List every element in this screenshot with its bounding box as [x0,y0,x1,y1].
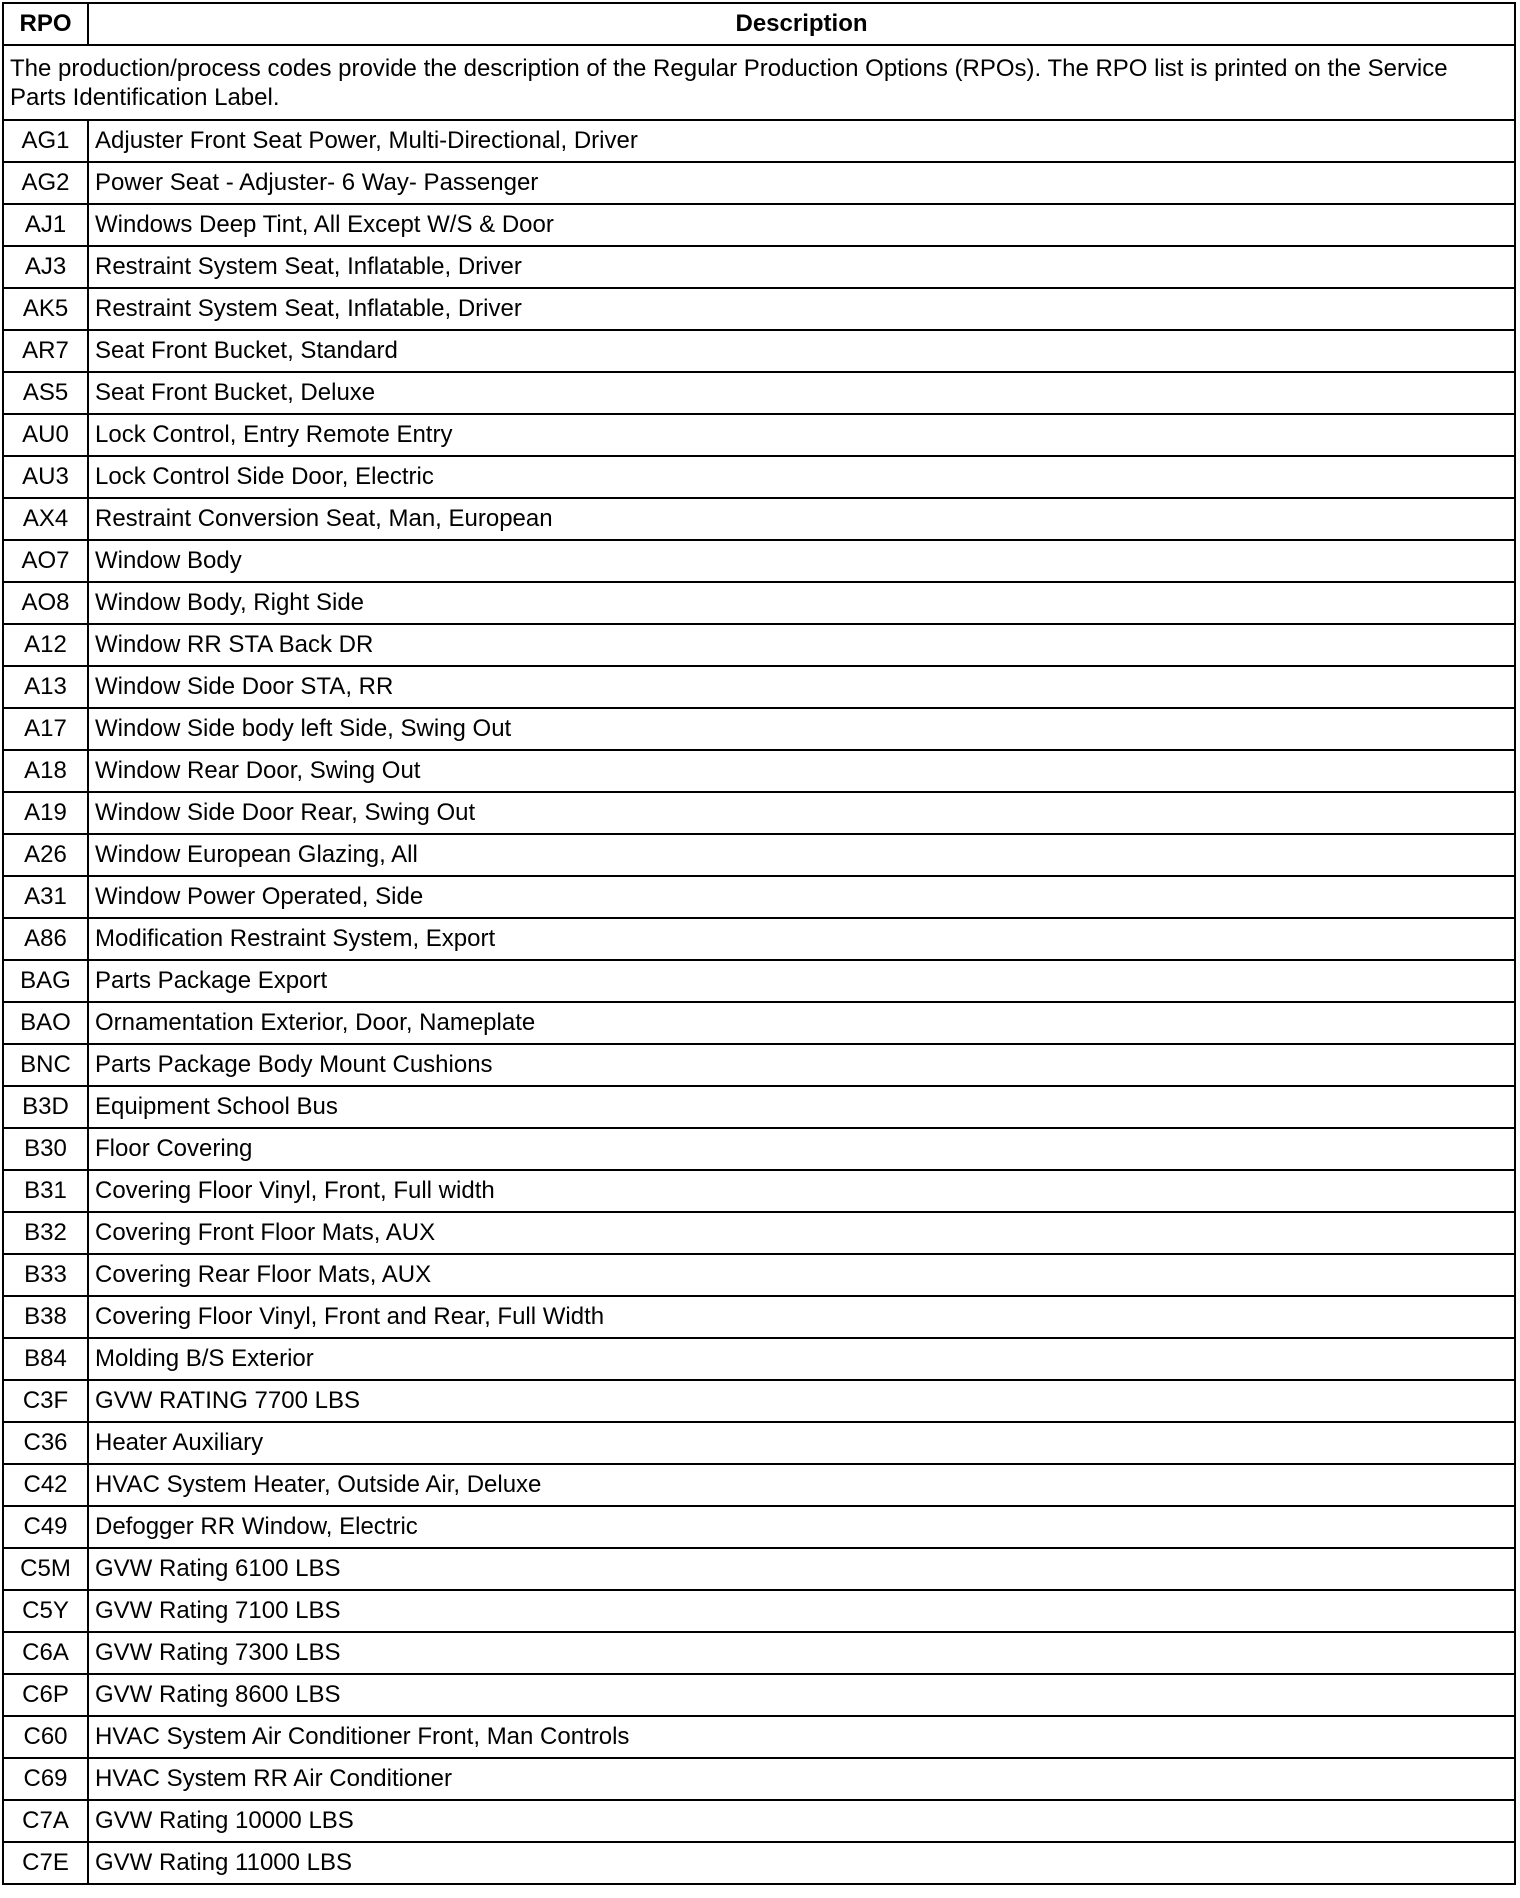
table-row [3,1800,1515,1842]
rpo-code: AS5 [3,372,88,414]
rpo-description: Window Rear Door, Swing Out [88,750,1515,792]
table-row [3,1548,1515,1590]
rpo-description: Lock Control Side Door, Electric [88,456,1515,498]
rpo-code: A13 [3,666,88,708]
table-row [3,960,1515,1002]
rpo-code: C7E [3,1842,88,1884]
table-row [3,1590,1515,1632]
rpo-column-header: RPO [3,3,88,45]
rpo-description: Parts Package Body Mount Cushions [88,1044,1515,1086]
rpo-description: Window Side Door Rear, Swing Out [88,792,1515,834]
rpo-code: B31 [3,1170,88,1212]
rpo-code: BAO [3,1002,88,1044]
table-row [3,1632,1515,1674]
table-row [3,1086,1515,1128]
table-row [3,582,1515,624]
rpo-description: Modification Restraint System, Export [88,918,1515,960]
rpo-code: C36 [3,1422,88,1464]
table-row [3,792,1515,834]
rpo-code: C6P [3,1674,88,1716]
rpo-description: Restraint Conversion Seat, Man, European [88,498,1515,540]
rpo-code: AJ1 [3,204,88,246]
rpo-description: GVW Rating 6100 LBS [88,1548,1515,1590]
table-row [3,330,1515,372]
table-row [3,204,1515,246]
rpo-code: A18 [3,750,88,792]
rpo-code: AX4 [3,498,88,540]
table-row [3,624,1515,666]
rpo-description: Lock Control, Entry Remote Entry [88,414,1515,456]
rpo-code: C5M [3,1548,88,1590]
rpo-description: Window RR STA Back DR [88,624,1515,666]
rpo-code: B30 [3,1128,88,1170]
table-row [3,1128,1515,1170]
rpo-code: A17 [3,708,88,750]
rpo-description: Equipment School Bus [88,1086,1515,1128]
rpo-code: A19 [3,792,88,834]
table-row [3,750,1515,792]
table-row [3,162,1515,204]
rpo-code: C5Y [3,1590,88,1632]
table-row [3,708,1515,750]
rpo-description: Seat Front Bucket, Standard [88,330,1515,372]
table-row [3,1044,1515,1086]
table-row [3,498,1515,540]
rpo-description: Heater Auxiliary [88,1422,1515,1464]
rpo-code: B3D [3,1086,88,1128]
rpo-code: C6A [3,1632,88,1674]
rpo-code: A86 [3,918,88,960]
rpo-description: Window Power Operated, Side [88,876,1515,918]
table-row [3,456,1515,498]
rpo-description: GVW Rating 7300 LBS [88,1632,1515,1674]
rpo-code: C49 [3,1506,88,1548]
table-row [3,918,1515,960]
intro-row [3,45,1515,120]
rpo-code: AU0 [3,414,88,456]
table-row [3,1758,1515,1800]
rpo-description: Adjuster Front Seat Power, Multi-Directional, Driver [88,120,1515,162]
table-row [3,1170,1515,1212]
rpo-code: AO8 [3,582,88,624]
rpo-description: GVW Rating 10000 LBS [88,1800,1515,1842]
table-body [3,45,1515,1884]
table-row [3,1296,1515,1338]
description-column-header: Description [88,3,1515,45]
rpo-description: Covering Front Floor Mats, AUX [88,1212,1515,1254]
rpo-code: AG2 [3,162,88,204]
rpo-description: Covering Floor Vinyl, Front and Rear, Full Width [88,1296,1515,1338]
rpo-description: Parts Package Export [88,960,1515,1002]
header-row [3,3,1515,45]
rpo-code: A12 [3,624,88,666]
table-row [3,120,1515,162]
rpo-code: B33 [3,1254,88,1296]
rpo-description: Window European Glazing, All [88,834,1515,876]
rpo-description: HVAC System Heater, Outside Air, Deluxe [88,1464,1515,1506]
table-row [3,372,1515,414]
rpo-description: Molding B/S Exterior [88,1338,1515,1380]
rpo-code: C42 [3,1464,88,1506]
rpo-code: BNC [3,1044,88,1086]
table-row [3,414,1515,456]
table-row [3,540,1515,582]
rpo-code: C3F [3,1380,88,1422]
rpo-description: Defogger RR Window, Electric [88,1506,1515,1548]
rpo-description: Covering Rear Floor Mats, AUX [88,1254,1515,1296]
rpo-description: HVAC System Air Conditioner Front, Man Controls [88,1716,1515,1758]
rpo-description: Window Body, Right Side [88,582,1515,624]
rpo-description: Power Seat - Adjuster- 6 Way- Passenger [88,162,1515,204]
table-row [3,1716,1515,1758]
rpo-description: Window Side body left Side, Swing Out [88,708,1515,750]
rpo-code: AR7 [3,330,88,372]
rpo-description: Window Body [88,540,1515,582]
rpo-code: C69 [3,1758,88,1800]
rpo-code: B84 [3,1338,88,1380]
rpo-description: HVAC System RR Air Conditioner [88,1758,1515,1800]
rpo-description: Ornamentation Exterior, Door, Nameplate [88,1002,1515,1044]
table-row [3,1674,1515,1716]
rpo-description: GVW RATING 7700 LBS [88,1380,1515,1422]
table-row [3,834,1515,876]
rpo-code: C7A [3,1800,88,1842]
rpo-description: Restraint System Seat, Inflatable, Driver [88,288,1515,330]
table-row [3,1842,1515,1884]
table-row [3,876,1515,918]
rpo-code: AO7 [3,540,88,582]
rpo-code: C60 [3,1716,88,1758]
rpo-table [2,2,1516,1885]
rpo-description: Restraint System Seat, Inflatable, Driver [88,246,1515,288]
rpo-description: GVW Rating 11000 LBS [88,1842,1515,1884]
rpo-description: GVW Rating 8600 LBS [88,1674,1515,1716]
rpo-description: GVW Rating 7100 LBS [88,1590,1515,1632]
table-row [3,1338,1515,1380]
rpo-code: B38 [3,1296,88,1338]
rpo-description: Floor Covering [88,1128,1515,1170]
rpo-code: A26 [3,834,88,876]
rpo-code: AK5 [3,288,88,330]
table-row [3,1380,1515,1422]
table-row [3,1422,1515,1464]
rpo-code: AU3 [3,456,88,498]
table-row [3,1464,1515,1506]
table-row [3,1254,1515,1296]
rpo-code: AG1 [3,120,88,162]
rpo-code: BAG [3,960,88,1002]
rpo-code: AJ3 [3,246,88,288]
intro-text: The production/process codes provide the description of the Regular Production Options (RPOs). The RPO list is printed on the Service Parts Identification Label. [3,45,1515,120]
table-row [3,288,1515,330]
rpo-description: Seat Front Bucket, Deluxe [88,372,1515,414]
rpo-description: Windows Deep Tint, All Except W/S & Door [88,204,1515,246]
table-row [3,246,1515,288]
table-row [3,1212,1515,1254]
rpo-description: Window Side Door STA, RR [88,666,1515,708]
table-row [3,1506,1515,1548]
table-row [3,1002,1515,1044]
rpo-code: B32 [3,1212,88,1254]
rpo-code: A31 [3,876,88,918]
table-row [3,666,1515,708]
rpo-description: Covering Floor Vinyl, Front, Full width [88,1170,1515,1212]
